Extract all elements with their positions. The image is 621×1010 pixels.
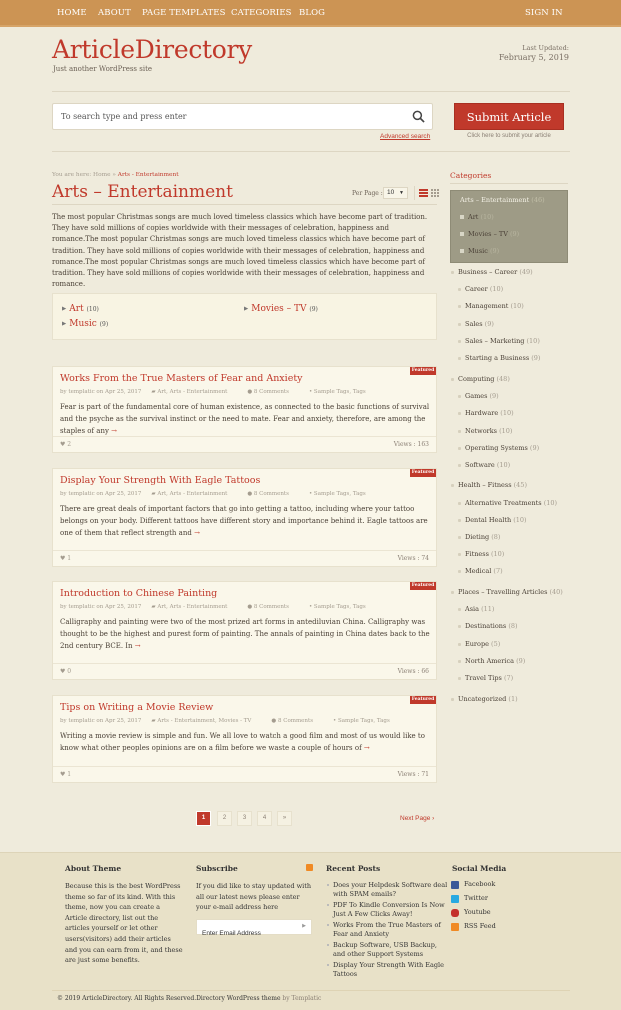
likes-count[interactable]: ♥ 1 (60, 771, 72, 778)
featured-badge: Featured (411, 583, 435, 588)
per-page-select[interactable] (383, 187, 408, 199)
nav-home[interactable]: HOME (57, 8, 87, 18)
category-description: The most popular Christmas songs are much loved timeless classics which have become part of tradition. They have sold millions of copies worldwide with their messages of celebration, happiness and romance.The most popular Christmas songs are much loved timeless classics which have become part of tradition. They have sold millions of copies worldwide with their messages of celebration, happiness and romance.The most popular Christmas songs are much loved timeless classics which have become part of tradition. They have sold millions of copies worldwide with their messages of celebration, happiness and romance. (52, 213, 428, 289)
site-tagline: Just another WordPress site (53, 65, 153, 73)
sidebar-category-starting-a-business[interactable]: Starting a Business (9) (465, 354, 541, 362)
sidebar-category-travel-tips[interactable]: Travel Tips (7) (465, 674, 514, 682)
sidebar-category-movies-tv[interactable]: Movies – TV (9) (468, 230, 520, 238)
sidebar-category-operating-systems[interactable]: Operating Systems (9) (465, 444, 540, 452)
sidebar-category-games[interactable]: Games (9) (465, 392, 499, 400)
post-categories[interactable]: ▰ Art, Arts - Entertainment (151, 604, 228, 610)
email-input[interactable] (197, 927, 297, 941)
subcategory-name: Art (69, 304, 84, 314)
last-updated-date: February 5, 2019 (498, 53, 569, 62)
page-title: Arts – Entertainment (52, 182, 233, 202)
per-page-value: 10 (387, 189, 395, 196)
divider (414, 186, 415, 200)
per-page-label: Per Page : (352, 190, 383, 197)
sidebar-category-dental-health[interactable]: Dental Health (10) (465, 516, 527, 524)
subcategory-movies-tv[interactable] (244, 304, 318, 314)
featured-badge: Featured (411, 368, 435, 373)
featured-badge: Featured (411, 470, 435, 475)
footer-about-title: About Theme (65, 864, 122, 873)
subcategory-count: (10) (86, 306, 99, 313)
post-card (52, 695, 437, 783)
divider (52, 91, 570, 92)
footer-subscribe-text: If you did like to stay updated with all our latest news please enter your e-mail address here (196, 882, 312, 912)
social-rss-link[interactable]: RSS Feed (464, 922, 496, 930)
subcategory-music[interactable] (62, 319, 108, 329)
post-author-date: by templatic on Apr 25, 2017 (60, 491, 142, 497)
facebook-icon[interactable] (451, 881, 459, 889)
recent-post-link[interactable]: Display Your Strength With Eagle Tattoos (333, 961, 448, 979)
page-3-button[interactable]: 3 (237, 811, 252, 826)
post-footer (53, 550, 436, 566)
post-comments[interactable]: ● 8 Comments (271, 718, 314, 724)
page-next-arrow-button[interactable]: » (277, 811, 292, 826)
views-count: Views : 163 (393, 441, 429, 448)
sidebar-category-hardware[interactable]: Hardware (10) (465, 409, 514, 417)
likes-count[interactable]: ♥ 0 (60, 668, 72, 675)
sidebar-title: Categories (450, 171, 492, 180)
nav-categories[interactable]: CATEGORIES (231, 8, 292, 18)
post-title[interactable]: Works From the True Masters of Fear and Anxiety (60, 373, 303, 384)
social-twitter-link[interactable]: Twitter (464, 894, 488, 902)
search-icon[interactable] (412, 110, 425, 123)
last-updated-label: Last Updated: (522, 44, 569, 52)
submit-article-note: Click here to submit your article (467, 133, 551, 139)
subcategory-box (52, 293, 437, 340)
post-comments[interactable]: ● 8 Comments (247, 604, 289, 610)
post-categories[interactable]: ▰ Arts - Entertainment, Movies - TV (151, 718, 252, 724)
featured-badge: Featured (411, 697, 435, 702)
post-author-date: by templatic on Apr 25, 2017 (60, 389, 142, 395)
post-tags[interactable]: • Sample Tags, Tags (308, 389, 366, 395)
post-meta (60, 718, 400, 724)
post-card (52, 581, 437, 680)
post-title[interactable]: Introduction to Chinese Painting (60, 588, 218, 599)
list-view-icon[interactable] (419, 189, 428, 197)
sidebar-category-arts-entertainment[interactable]: Arts – Entertainment (46) (460, 196, 545, 204)
breadcrumb (52, 172, 179, 178)
likes-count[interactable]: ♥ 2 (60, 441, 72, 448)
post-footer (53, 436, 436, 452)
page-1-button[interactable]: 1 (196, 811, 211, 826)
read-more-arrow-icon[interactable]: → (111, 427, 118, 435)
sidebar-category-fitness[interactable]: Fitness (10) (465, 550, 505, 558)
subcategory-name: Music (69, 319, 97, 329)
nav-page-templates[interactable]: PAGE TEMPLATES (142, 8, 226, 18)
views-count: Views : 66 (397, 668, 429, 675)
post-author-date: by templatic on Apr 25, 2017 (60, 604, 142, 610)
submit-article-button[interactable]: Submit Article (454, 103, 564, 130)
post-card (52, 468, 437, 567)
recent-post-link[interactable]: PDF To Kindle Conversion Is Now Just A Few Clicks Away! (333, 901, 448, 919)
email-subscribe-box (196, 919, 312, 935)
post-footer (53, 766, 436, 782)
post-tags[interactable]: • Sample Tags, Tags (308, 491, 366, 497)
triangle-right-icon: ▶ (62, 306, 67, 312)
divider (52, 990, 570, 991)
post-comments[interactable]: ● 8 Comments (247, 389, 289, 395)
sidebar-category-software[interactable]: Software (10) (465, 461, 511, 469)
post-author-date: by templatic on Apr 25, 2017 (60, 718, 142, 724)
sidebar-category-health-fitness[interactable]: Health – Fitness (45) (458, 481, 527, 489)
nav-about[interactable]: ABOUT (98, 8, 131, 18)
social-youtube-link[interactable]: Youtube (464, 908, 491, 916)
site-logo[interactable]: ArticleDirectory (52, 35, 252, 64)
post-categories[interactable]: ▰ Art, Arts - Entertainment (151, 389, 228, 395)
post-meta (60, 389, 376, 395)
sidebar-category-places-travelling[interactable]: Places – Travelling Articles (40) (458, 588, 563, 596)
chevron-down-icon: ▼ (399, 190, 404, 196)
divider (450, 183, 568, 184)
rss-icon[interactable] (306, 864, 313, 871)
sidebar-category-business-career[interactable]: Business – Career (49) (458, 268, 533, 276)
sidebar-category-art[interactable]: Art (10) (468, 213, 494, 221)
sidebar-category-europe[interactable]: Europe (5) (465, 640, 501, 648)
sidebar-category-computing[interactable]: Computing (48) (458, 375, 510, 383)
twitter-icon[interactable] (451, 895, 459, 903)
sidebar-category-sales-marketing[interactable]: Sales – Marketing (10) (465, 337, 540, 345)
read-more-arrow-icon[interactable]: → (134, 642, 141, 650)
advanced-search-link[interactable]: Advanced search (380, 133, 431, 140)
read-more-arrow-icon[interactable]: → (194, 529, 200, 537)
post-categories[interactable]: ▰ Art, Arts - Entertainment (151, 491, 228, 497)
post-tags[interactable]: • Sample Tags, Tags (308, 604, 366, 610)
divider (52, 151, 570, 152)
rss-icon[interactable] (451, 923, 459, 931)
nav-blog[interactable]: BLOG (299, 8, 326, 18)
post-title[interactable]: Display Your Strength With Eagle Tattoos (60, 475, 261, 486)
breadcrumb-current: Arts - Entertainment (117, 172, 179, 178)
footer-subscribe-title: Subscribe (196, 864, 238, 873)
read-more-arrow-icon[interactable]: → (363, 744, 370, 752)
search-input[interactable] (53, 104, 393, 129)
likes-count[interactable]: ♥ 1 (60, 555, 72, 562)
post-footer (53, 663, 436, 679)
sidebar-category-north-america[interactable]: North America (9) (465, 657, 526, 665)
views-count: Views : 74 (397, 555, 429, 562)
search-box (52, 103, 433, 130)
copyright-text: © 2019 ArticleDirectory. All Rights Reserved.Directory WordPress theme (57, 995, 281, 1002)
sidebar-category-management[interactable]: Management (10) (465, 302, 524, 310)
post-comments[interactable]: ● 8 Comments (247, 491, 289, 497)
submit-arrow-icon[interactable]: ▶ (302, 923, 306, 929)
post-excerpt: There are great deals of important factors that go into getting a tattoo, including where your tattoo belongs on your body. Different tattoos have different story and importance behind it. Eagle tattoos are one of them that reflect strength and → (60, 505, 428, 537)
recent-post-link[interactable]: Works From the True Masters of Fear and Anxiety (333, 921, 448, 939)
subcategory-count: (9) (309, 306, 318, 313)
sidebar-category-asia[interactable]: Asia (11) (465, 605, 495, 613)
recent-post-link[interactable]: Backup Software, USB Backup, and other Support Systems (333, 941, 448, 959)
footer-about-text: Because this is the best WordPress theme so far of its kind. With this theme, now you can create a Article directory, list out the articles yourself or let other users(visitors) add their articles and you can earn from it, and these are just some benefits. (65, 882, 183, 965)
sidebar-category-medical[interactable]: Medical (7) (465, 567, 503, 575)
sidebar-category-alternative-treatments[interactable]: Alternative Treatments (10) (465, 499, 558, 507)
triangle-right-icon: ▶ (62, 321, 67, 327)
page-2-button[interactable]: 2 (217, 811, 232, 826)
copyright (57, 995, 321, 1002)
next-page-link[interactable]: Next Page › (400, 815, 435, 822)
breadcrumb-prefix[interactable]: You are here: Home » (52, 172, 118, 178)
templatic-link[interactable]: by Templatic (280, 995, 322, 1002)
views-count: Views : 71 (397, 771, 429, 778)
subcategory-art[interactable] (62, 304, 99, 314)
post-meta (60, 604, 376, 610)
post-meta (60, 491, 376, 497)
sidebar-category-destinations[interactable]: Destinations (8) (465, 622, 518, 630)
sidebar-category-networks[interactable]: Networks (10) (465, 427, 513, 435)
social-facebook-link[interactable]: Facebook (464, 880, 496, 888)
triangle-right-icon: ▶ (244, 306, 249, 312)
subcategory-count: (9) (99, 321, 109, 328)
post-title[interactable]: Tips on Writing a Movie Review (60, 702, 214, 713)
sidebar-category-music[interactable]: Music (9) (468, 247, 500, 255)
post-excerpt: Calligraphy and painting were two of the most prized art forms in antediluvian China. Calligraphy was thought to be the highest and purest form of painting. The annals of painting in China dates back to the 2nd century BCE. In → (60, 618, 430, 650)
divider (52, 204, 437, 205)
sidebar-category-sales[interactable]: Sales (9) (465, 320, 494, 328)
post-excerpt: Writing a movie review is simple and fun. We all love to watch a good film and most of us would like to know what other peoples opinions are on a film before we waste a couple of hours of → (60, 732, 425, 752)
youtube-icon[interactable] (451, 909, 459, 917)
subcategory-name: Movies – TV (251, 304, 307, 314)
post-excerpt: Fear is part of the fundamental core of human existence, as connected to the basic functions of survival and the psyche as the survival instinct or the need to mate. Fear and anxiety, therefore, are among the staples of any → (60, 403, 430, 435)
page-4-button[interactable]: 4 (257, 811, 272, 826)
footer-recent-title: Recent Posts (326, 864, 381, 873)
sidebar-category-dieting[interactable]: Dieting (8) (465, 533, 501, 541)
post-tags[interactable]: • Sample Tags, Tags (333, 718, 390, 724)
nav-sign-in[interactable]: SIGN IN (525, 8, 563, 18)
sidebar-category-career[interactable]: Career (10) (465, 285, 504, 293)
grid-view-icon[interactable] (431, 189, 439, 197)
post-card (52, 366, 437, 453)
top-navigation (0, 0, 621, 27)
recent-post-link[interactable]: Does your Helpdesk Software deal with SPAM emails? (333, 881, 448, 898)
footer-social-title: Social Media (452, 864, 507, 873)
sidebar-category-uncategorized[interactable]: Uncategorized (1) (458, 695, 518, 703)
